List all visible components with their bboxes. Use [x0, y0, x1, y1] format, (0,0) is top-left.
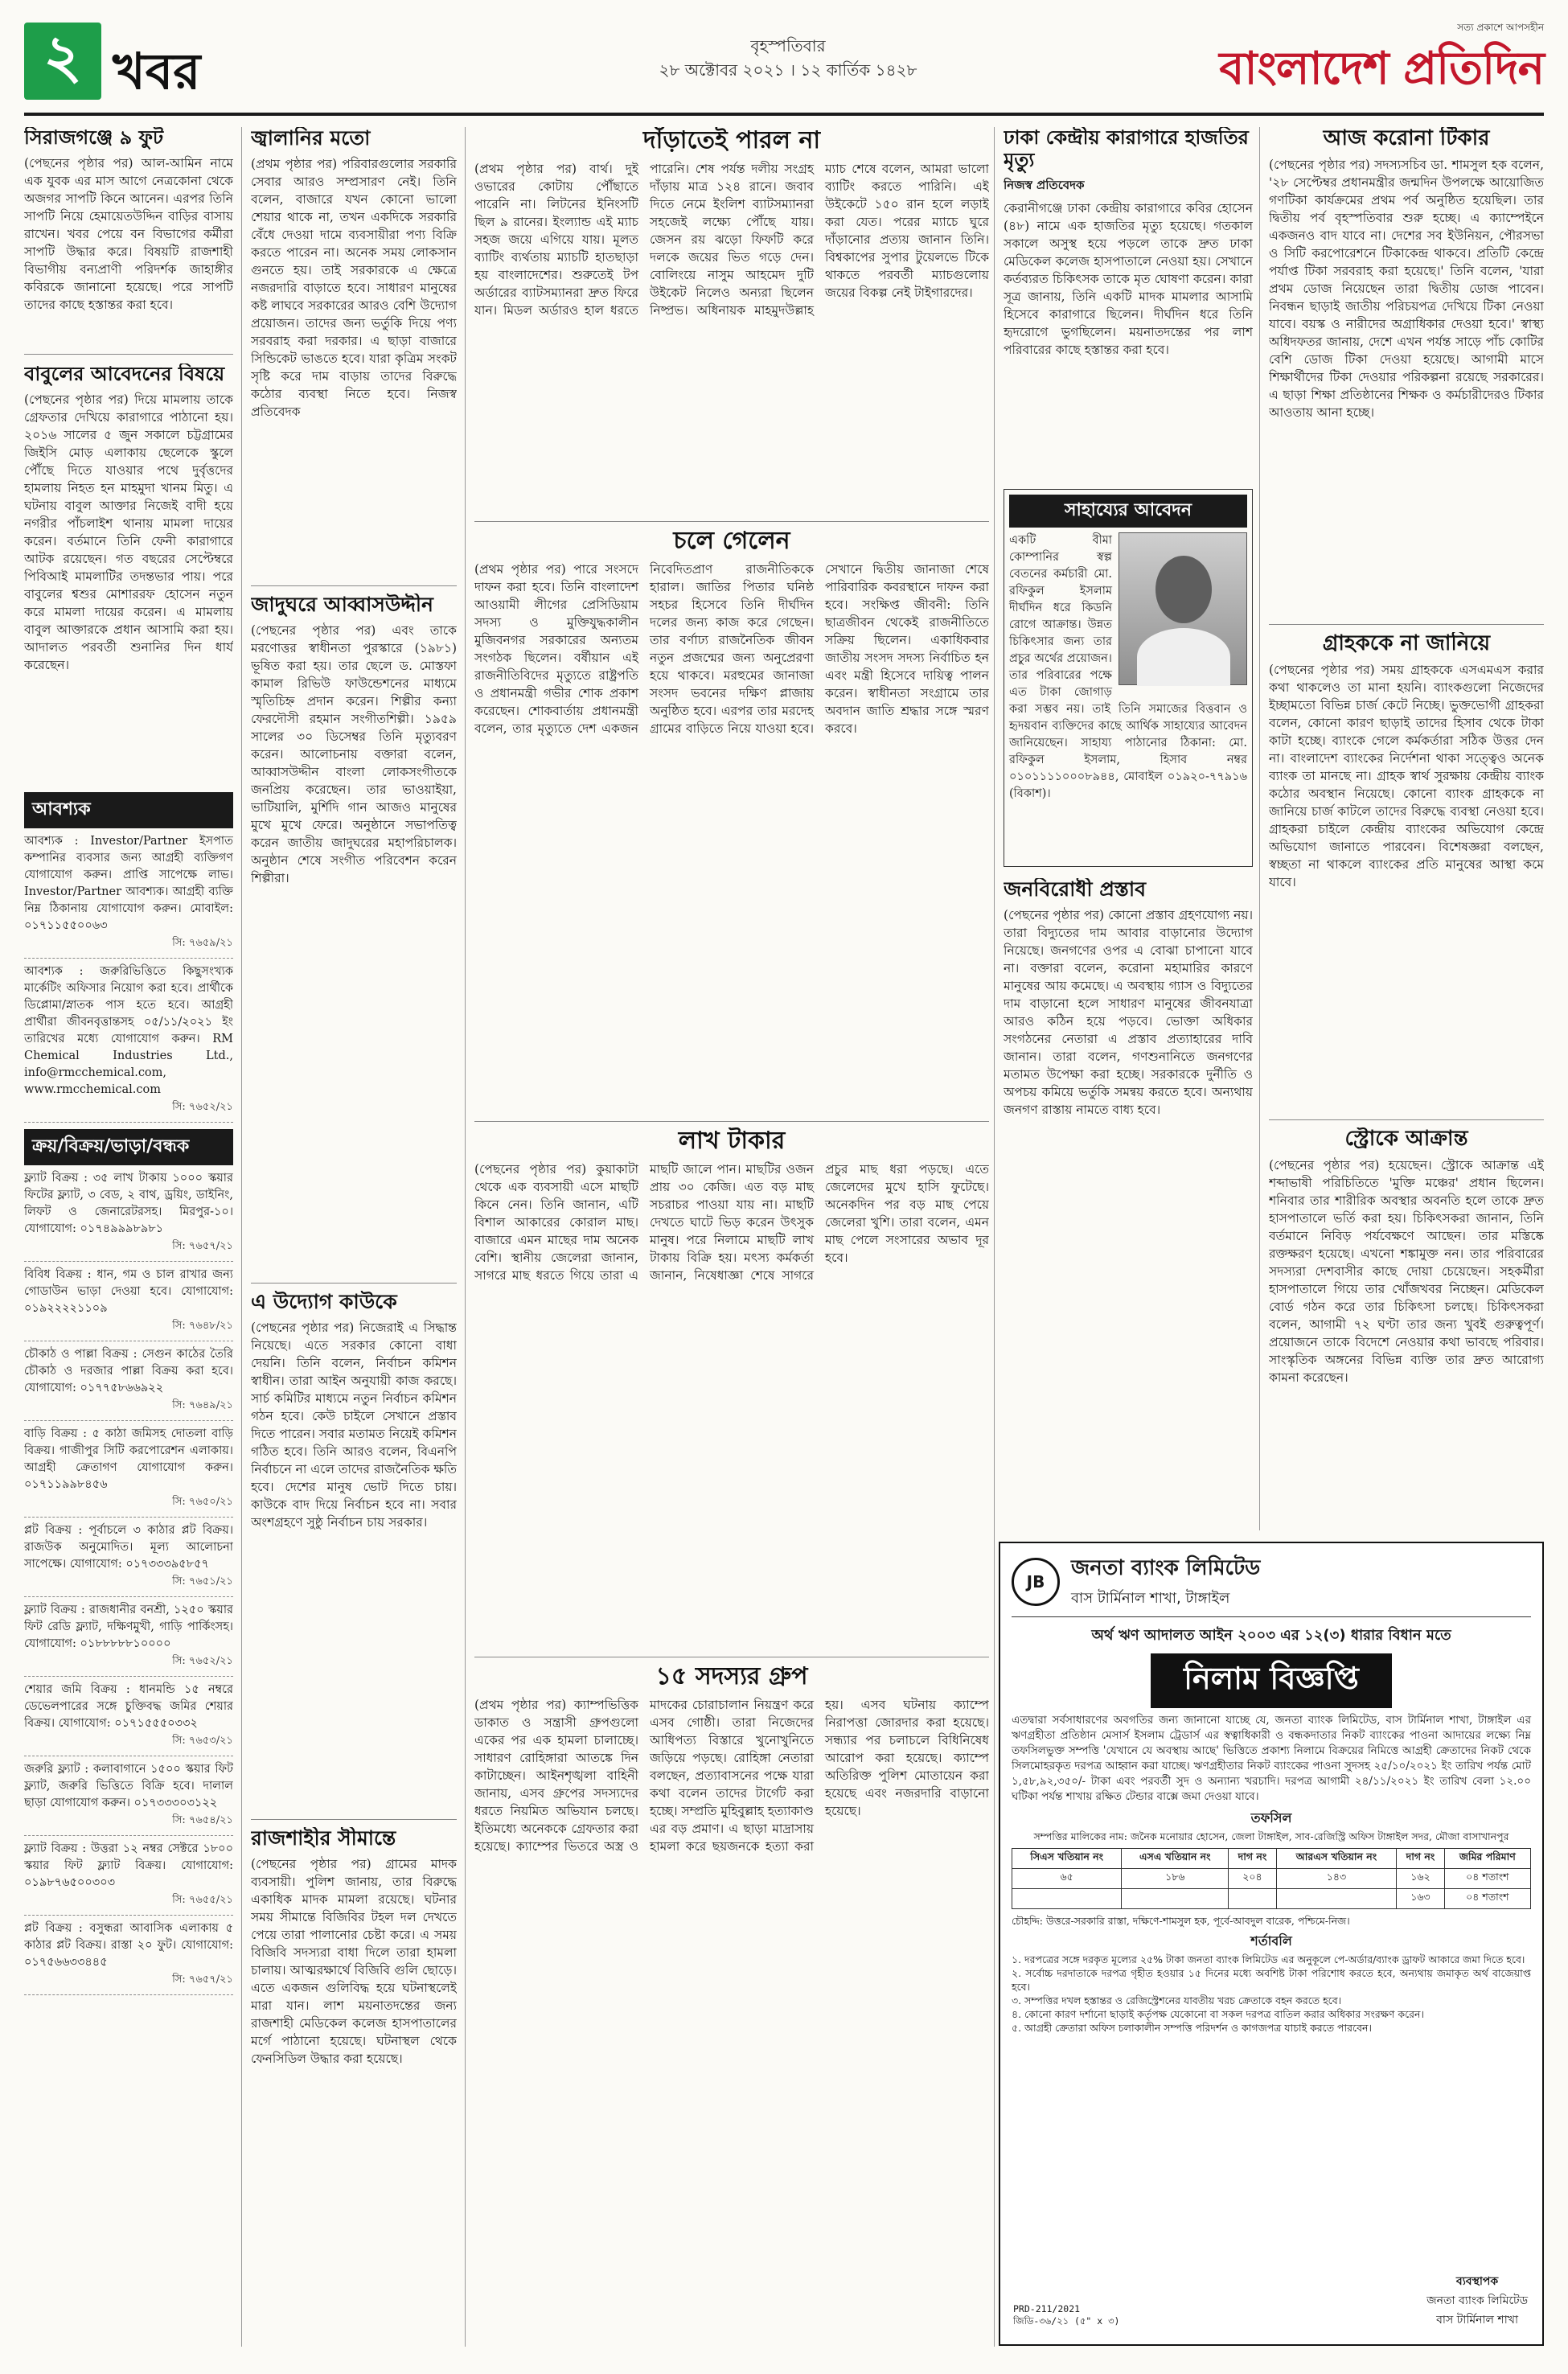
table-header: দাগ নং: [1397, 1849, 1444, 1869]
article-headline: সিরাজগঞ্জে ৯ ফুট: [24, 127, 164, 149]
divider: [474, 1121, 989, 1122]
article-body: (প্রথম পৃষ্ঠার পর) পরিবারগুলোর সরকারি সেবার আরও সম্প্রসারণ নেই। তিনি বলেন, বাজারে যখন কোনো ভালো শেয়ার থাকে না, তখন একদিকে সরকারি বেঁধে দেওয়া দামে ব্যবসায়ীরা পণ্য বিক্রি করতে পারেন না। অনেক সময় লোকসান গুনতে হয়। তাই সরকারকে এ ক্ষেত্রে নজরদারি বাড়াতে হবে। সাধারণ মানুষের কষ্ট লাঘবে সরকারের আরও বেশি উদ্যোগ প্রয়োজন। তাদের জন্য ভর্তুকি দিয়ে পণ্য সরবরাহ করা দরকার। এ ছাড়া বাজারে সিন্ডিকেট ভাঙতে হবে। যারা কৃত্রিম সংকট সৃষ্টি করে দাম বাড়ায় তাদের বিরুদ্ধে কঠোর ব্যবস্থা নিতে হবে। নিজস্ব প্রতিবেদক: [251, 156, 457, 419]
boundary-text: চৌহদ্দি: উত্তরে-সরকারি রাস্তা, দক্ষিণে-শামসুল হক, পূর্বে-আবদুল বারেক, পশ্চিমে-নিজ।: [1012, 1915, 1350, 1927]
bank-name-block: [1071, 1551, 1260, 1612]
classified-entry: [24, 1518, 233, 1597]
table-cell: [1229, 1889, 1276, 1909]
article-body: (পেছনের পৃষ্ঠার পর) গ্রামের মাদক ব্যবসায়ী। পুলিশ জানায়, তার বিরুদ্ধে একাধিক মাদক মামলা রয়েছে। ঘটনার সময় সীমান্তে বিজিবির টহল দল দেখতে পেয়ে তারা পালানোর চেষ্টা করে। এ সময় বিজিবি সদস্যরা বাধা দিলে তারা হামলা চালায়। আত্মরক্ষার্থে বিজিবি গুলি ছোড়ে। এতে একজন গুলিবিদ্ধ হয়ে ঘটনাস্থলেই মারা যান। লাশ ময়নাতদন্তের জন্য রাজশাহী মেডিকেল কলেজ হাসপাতালের মর্গে পাঠানো হয়েছে। ঘটনাস্থল থেকে ফেনসিডিল উদ্ধার করা হয়েছে।: [251, 1856, 457, 2066]
classified-band-sale: ক্রয়/বিক্রয়/ভাড়া/বন্ধক: [24, 1129, 233, 1165]
classified-text: ফ্ল্যাট বিক্রয় : রাজধানীর বনশ্রী, ১২৫০ স্কয়ার ফিট রেডি ফ্ল্যাট, দক্ষিণমুখী, গাড়ি পার্কিংসহ। যোগাযোগ: ০১৮৮৮৮৮১০০০০: [24, 1604, 233, 1650]
classified-ref: সি: ৭৬৫৫/২১: [172, 1894, 233, 1906]
schedule-title: তফসিল: [1250, 1810, 1292, 1826]
notice-title: নিলাম বিজ্ঞপ্তি: [1151, 1653, 1392, 1708]
classified-list-wanted: [24, 828, 233, 1123]
signatory-bank: জনতা ব্যাংক লিমিটেড: [1426, 2294, 1528, 2307]
article-corona: [1269, 127, 1544, 626]
classified-entry: [24, 1165, 233, 1262]
article-julanir: [251, 127, 457, 585]
term-item: ২. সর্বোচ্চ দরদাতাকে দরপত্র গৃহীত হওয়ার ১৫ দিনের মধ্যে অবশিষ্ট টাকা পরিশোধ করতে হবে, অন্যথায় জমাকৃত অর্থ বাজেয়াপ্ত হবে।: [1012, 1967, 1531, 1993]
date-label: ২৮ অক্টোবর ২০২১ । ১২ কার্তিক ১৪২৮: [659, 60, 917, 80]
table-header: দাগ নং: [1229, 1849, 1276, 1869]
schedule-subtitle: সম্পত্তির মালিকের নাম: জনৈক মনোয়ার হোসেন, জেলা টাঙ্গাইল, সাব-রেজিস্ট্রি অফিস টাঙ্গাইল সদর, মৌজা বাসাখানপুর: [1033, 1830, 1509, 1842]
signatory-branch: বাস টার্মিনাল শাখা: [1436, 2314, 1519, 2327]
article-headline: লাখ টাকার: [678, 1127, 786, 1155]
article-cholegelen: [474, 528, 989, 1123]
article-jadughar: [251, 594, 457, 1333]
classified-text: শেয়ার জমি বিক্রয় : ধানমন্ডি ১৫ নম্বরে ডেভেলপারের সঙ্গে চুক্তিবদ্ধ জমির শেয়ার বিক্রয়। যোগাযোগ: ০১৭১৫৫৫০৩৩২: [24, 1683, 233, 1730]
article-body: (পেছনের পৃষ্ঠার পর) হয়েছেন। স্ট্রোকে আক্রান্ত এই শব্দাভাষী পরিচিতিতে 'মুক্তি মঞ্চের' প্রধান ছিলেন। শনিবার তার শারীরিক অবস্থার অবনতি হলে তাকে দ্রুত হাসপাতালে ভর্তি করা হয়। চিকিৎসকরা জানান, তিনি বর্তমানে নিবিড় পর্যবেক্ষণে আছেন। তার মস্তিষ্কে রক্তক্ষরণ হয়েছে। এখনো শঙ্কামুক্ত নন। তার পরিবারের সদস্যরা দেশবাসীর কাছে দোয়া চেয়েছেন। সহকর্মীরা হাসপাতালে গিয়ে তার খোঁজখবর নিচ্ছেন। মেডিকেল বোর্ড গঠন করে তার চিকিৎসা চলছে। চিকিৎসকরা বলেন, আগামী ৭২ ঘণ্টা তার জন্য খুবই গুরুত্বপূর্ণ। প্রয়োজনে তাকে বিদেশে নেওয়ার কথা ভাবছে পরিবার। সাংস্কৃতিক অঙ্গনের বিভিন্ন ব্যক্তি তার দ্রুত আরোগ্য কামনা করেছেন।: [1269, 1157, 1544, 1385]
classified-ref: সি: ৭৬৫২/২১: [172, 1101, 233, 1113]
article-janabirodhi: [1004, 878, 1253, 1530]
day-label: বৃহস্পতিবার: [750, 36, 826, 55]
article-stroke: [1269, 1127, 1544, 1530]
article-body: (পেছনের পৃষ্ঠার পর) সময় গ্রাহককে এসএমএস করার কথা থাকলেও তা মানা হয়নি। ব্যাংকগুলো নিজেদের ইচ্ছামতো বিভিন্ন চার্জ কেটে নিচ্ছে। ভুক্তভোগী গ্রাহকরা বলেন, কোনো কারণ ছাড়াই তাদের হিসাব থেকে টাকা কাটা হচ্ছে। ব্যাংকে গেলে কর্মকর্তারা সঠিক উত্তর দেন না। বাংলাদেশ ব্যাংকের নির্দেশনা থাকা সত্ত্বেও অনেক ব্যাংক তা মানছে না। গ্রাহক স্বার্থ সুরক্ষায় কেন্দ্রীয় ব্যাংক কঠোর অবস্থান নিয়েছে। কোনো ব্যাংক গ্রাহককে না জানিয়ে চার্জ কাটলে তাদের বিরুদ্ধে ব্যবস্থা নেওয়া হবে। গ্রাহকরা চাইলে কেন্দ্রীয় ব্যাংকের অভিযোগ কেন্দ্রে অভিযোগ জানাতে পারবেন। বিশেষজ্ঞরা বলছেন, স্বচ্ছতা না থাকলে ব্যাংকের প্রতি মানুষের আস্থা কমে যাবে।: [1269, 662, 1544, 889]
classified-ref: সি: ৭৬৫০/২১: [172, 1496, 233, 1508]
masthead: [24, 16, 1544, 113]
appeal-box: [1004, 489, 1253, 867]
table-cell: ১৪৩: [1276, 1869, 1397, 1889]
logo-text: বাংলাদেশ প্রতিদিন: [1219, 43, 1544, 95]
classified-ref: সি: ৭৬৪৯/২১: [172, 1399, 233, 1411]
table-cell: [1276, 1889, 1397, 1909]
classified-ref: সি: ৭৬৫৪/২১: [172, 1814, 233, 1826]
article-headline: জাদুঘরে আব্বাসউদ্দীন: [251, 594, 433, 616]
column-divider: [465, 127, 466, 2347]
person-photo: [1119, 532, 1247, 685]
article-body: (পেছনের পৃষ্ঠার পর) কুয়াকাটা থেকে এক ব্যবসায়ী এসে মাছটি কিনে নেন। তিনি জানান, এটি বিশাল আকারের কোরাল মাছ। বাজারে এমন মাছের দাম অনেক বেশি। স্থানীয় জেলেরা জানান, সাগরে মাছ ধরতে গিয়ে তারা এ মাছটি জালে পান। মাছটির ওজন প্রায় ৩০ কেজি। এত বড় মাছ সচরাচর পাওয়া যায় না। মাছটি দেখতে ঘাটে ভিড় করেন উৎসুক মানুষ। পরে নিলামে মাছটি লাখ টাকায় বিক্রি হয়। মৎস্য কর্মকর্তা জানান, নিষেধাজ্ঞা শেষে সাগরে প্রচুর মাছ ধরা পড়ছে। এতে জেলেদের মুখে হাসি ফুটেছে। অনেকদিন পর বড় মাছ পেয়ে জেলেরা খুশি। তারা বলেন, এমন মাছ পেলে সংসারের অভাব দূর হবে।: [474, 1161, 989, 1283]
divider: [1269, 624, 1544, 625]
article-headline: দাঁড়াতেই পারল না: [642, 127, 821, 154]
article-headline: জ্বালানির মতো: [251, 127, 371, 150]
table-row: [1012, 1869, 1531, 1889]
article-grahak: [1269, 632, 1544, 1131]
logo-tagline: সত্য প্রকাশে আপসহীন: [1457, 22, 1544, 33]
appeal-title: সাহায্যের আবেদন: [1009, 495, 1247, 528]
article-body: (পেছনের পৃষ্ঠার পর) আল-আমিন নামে এক যুবক এর মাস আগে নেত্রকোনা থেকে অজগর সাপটি কিনে আনেন। এরপর তিনি সাপটি নিয়ে হেমায়েতউদ্দিন বাড়ির বাসায় রাখেন। খবর পেয়ে বন বিভাগের কর্মীরা সাপটি উদ্ধার করে। বিষয়টি রাজশাহী বিভাগীয় বন্যপ্রাণী পরিদর্শক জাহাঙ্গীর কবিরকে জানানো হয়েছে। পরে সাপটি তাদের কাছে হস্তান্তর করা হবে।: [24, 155, 233, 312]
classified-entry: [24, 1916, 233, 1995]
classified-entry: [24, 1421, 233, 1518]
classified-entry: [24, 959, 233, 1123]
signatory-title: ব্যবস্থাপক: [1455, 2275, 1499, 2288]
classifieds: [24, 792, 233, 2344]
divider: [251, 1283, 457, 1284]
notice-reference: [1013, 2303, 1119, 2330]
classified-ref: সি: ৭৬৫৭/২১: [172, 1240, 233, 1252]
notice-ref-code: PRD-211/2021: [1013, 2303, 1081, 2314]
table-row: [1012, 1889, 1531, 1909]
table-cell: ০৪ শতাংশ: [1444, 1889, 1530, 1909]
term-item: ১. দরপত্রের সঙ্গে দরকৃত মূল্যের ২৫% টাকা জনতা ব্যাংক লিমিটেড এর অনুকূলে পে-অর্ডার/ব্যাংক ড্রাফট আকারে জমা দিতে হবে।: [1012, 1953, 1525, 1965]
classified-entry: [24, 1262, 233, 1341]
table-cell: ১৬২: [1397, 1869, 1444, 1889]
classified-entry: [24, 1836, 233, 1916]
article-headline: রাজশাহীর সীমান্তে: [251, 1827, 396, 1850]
notice-signature: [1426, 2272, 1528, 2330]
classified-text: আবশ্যক : জরুরিভিত্তিতে কিছুসংখ্যক মার্কেটিং অফিসার নিয়োগ করা হবে। প্রার্থীকে ডিপ্লোমা/স্নাতক পাস হতে হবে। আগ্রহী প্রার্থীরা জীবনবৃত্তান্তসহ ০৫/১১/২০২১ ইং তারিখের মধ্যে যোগাযোগ করুন। RM Chemical Industries Ltd., info@rmcchemical.com, www.rmcchemical.com: [24, 965, 233, 1096]
schedule-table: [1012, 1848, 1531, 1909]
table-cell: ১৬৩: [1397, 1889, 1444, 1909]
bank-branch: বাস টার্মিনাল শাখা, টাঙ্গাইল: [1071, 1590, 1230, 1607]
table-cell: ১৮৬: [1122, 1869, 1229, 1889]
masthead-divider: [24, 113, 1544, 116]
classified-ref: সি: ৭৬৫৭/২১: [172, 1974, 233, 1986]
classified-text: বাড়ি বিক্রয় : ৫ কাঠা জমিসহ দোতলা বাড়ি বিক্রয়। গাজীপুর সিটি করপোরেশন এলাকায়। আগ্রহী ক্রেতাগণ যোগাযোগ করুন। ০১৭১১৯৯৮৪৫৬: [24, 1427, 233, 1491]
article-headline: এ উদ্যোগ কাউকে: [251, 1291, 397, 1313]
term-item: ৪. কোনো কারণ দর্শানো ছাড়াই কর্তৃপক্ষ যেকোনো বা সকল দরপত্র বাতিল করার অধিকার সংরক্ষণ করেন।: [1012, 2008, 1424, 2020]
classified-ref: সি: ৭৬৫৯/২১: [172, 937, 233, 949]
article-headline: ঢাকা কেন্দ্রীয় কারাগারে হাজতির মৃত্যু: [1004, 127, 1249, 171]
notice-body: এতদ্বারা সর্বসাধারণের অবগতির জন্য জানানো যাচ্ছে যে, জনতা ব্যাংক লিমিটেড, বাস টার্মিনাল শাখা, টাঙ্গাইল এর ঋণগ্রহীতা প্রতিষ্ঠান মেসার্স ইসলাম ট্রেডার্স এর স্বত্বাধিকারী ও বন্ধকদাতার নিকট ব্যাংকের পাওনা আদায়ের লক্ষ্যে নিম্ন তফসিলভুক্ত সম্পত্তি 'যেখানে যে অবস্থায় আছে' ভিত্তিতে প্রকাশ্য নিলামে বিক্রয়ের নিমিত্তে আগ্রহী ক্রেতাদের নিকট থেকে সিলমোহরকৃত দরপত্র আহ্বান করা যাচ্ছে। ঋণগ্রহীতার নিকট ব্যাংকের পাওনা সুদসহ ২৫/১০/২০২১ ইং তারিখ পর্যন্ত মোট ১,৫৮,৯২,৩৫০/- টাকা এবং পরবর্তী সুদ ও অন্যান্য খরচাদি। দরপত্র আগামী ২৪/১১/২০২১ ইং তারিখ বেলা ১২.০০ ঘটিকা পর্যন্ত শাখায় রক্ষিত টেন্ডার বাক্সে জমা দেওয়া যাবে।: [1012, 1714, 1531, 1803]
classified-entry: [24, 828, 233, 959]
classified-text: প্লট বিক্রয় : পূর্বাচলে ৩ কাঠার প্লট বিক্রয়। রাজউক অনুমোদিত। মূল্য আলোচনা সাপেক্ষে। যোগাযোগ: ০১৭৩৩৩৯৫৮৫৭: [24, 1524, 233, 1571]
article-headline: চলে গেলেন: [673, 528, 790, 555]
classified-band-wanted: আবশ্যক: [24, 792, 233, 828]
notice-law: অর্থ ঋণ আদালত আইন ২০০৩ এর ১২(৩) ধারার বিধান মতে: [1091, 1627, 1451, 1644]
dateline: [539, 34, 1037, 82]
table-cell: [1012, 1889, 1122, 1909]
term-item: ৫. আগ্রহী ক্রেতারা অফিস চলাকালীন সম্পত্তি পরিদর্শন ও কাগজপত্র যাচাই করতে পারবেন।: [1012, 2022, 1372, 2034]
table-cell: ৬৫: [1012, 1869, 1122, 1889]
column-divider: [994, 127, 995, 2347]
article-babul: [24, 363, 233, 782]
article-body: (প্রথম পৃষ্ঠার পর) পারে সংসদে দাফন করা হবে। তিনি বাংলাদেশ আওয়ামী লীগের প্রেসিডিয়াম সদস্য ও মুক্তিযুদ্ধকালীন মুজিবনগর সরকারের অন্যতম সংগঠক ছিলেন। বর্ষীয়ান এই রাজনীতিবিদের মৃত্যুতে রাষ্ট্রপতি ও প্রধানমন্ত্রী গভীর শোক প্রকাশ করেছেন। শোকবার্তায় প্রধানমন্ত্রী বলেন, তার মৃত্যুতে দেশ একজন নিবেদিতপ্রাণ রাজনীতিককে হারাল। জাতির পিতার ঘনিষ্ঠ সহচর হিসেবে তিনি দীর্ঘদিন দলের জন্য কাজ করে গেছেন। তার বর্ণাঢ্য রাজনৈতিক জীবন নতুন প্রজন্মের জন্য অনুপ্রেরণা হয়ে থাকবে। মরহুমের জানাজা সংসদ ভবনের দক্ষিণ প্লাজায় অনুষ্ঠিত হবে। এরপর তার মরদেহ গ্রামের বাড়িতে নিয়ে যাওয়া হবে। সেখানে দ্বিতীয় জানাজা শেষে পারিবারিক কবরস্থানে দাফন করা হবে। সংক্ষিপ্ত জীবনী: তিনি ছাত্রজীবন থেকেই রাজনীতিতে সক্রিয় ছিলেন। একাধিকবার জাতীয় সংসদ সদস্য নির্বাচিত হন এবং মন্ত্রী হিসেবে দায়িত্ব পালন করেন। স্বাধীনতা সংগ্রামে তার অবদান জাতি শ্রদ্ধার সঙ্গে স্মরণ করবে।: [474, 561, 989, 736]
article-headline: আজ করোনা টিকার: [1323, 127, 1490, 150]
classified-text: চৌকাঠ ও পাল্লা বিক্রয় : সেগুন কাঠের তৈরি চৌকাঠ ও দরজার পাল্লা বিক্রয় করা হবে। যোগাযোগ: ০১৭৭৫৮৬৬৯২২: [24, 1348, 233, 1394]
bank-name: জনতা ব্যাংক লিমিটেড: [1071, 1556, 1261, 1580]
article-headline: গ্রাহককে না জানিয়ে: [1322, 632, 1491, 655]
article-headline: বাবুলের আবেদনের বিষয়ে: [24, 363, 225, 385]
classified-entry: [24, 1341, 233, 1421]
column-divider: [1259, 127, 1260, 1530]
bank-logo-icon: JB: [1012, 1558, 1060, 1606]
article-headline: স্ট্রোকে আক্রান্ত: [1344, 1127, 1468, 1151]
article-body: কেরানীগঞ্জে ঢাকা কেন্দ্রীয় কারাগারে কবির হোসেন (৪৮) নামে এক হাজতির মৃত্যু হয়েছে। গতকাল সকালে অসুস্থ হয়ে পড়লে তাকে দ্রুত ঢাকা মেডিকেল কলেজ হাসপাতালে নেওয়া হয়। সেখানে কর্তব্যরত চিকিৎসক তাকে মৃত ঘোষণা করেন। কারা সূত্র জানায়, তিনি একটি মাদক মামলার আসামি হিসেবে কারাগারে ছিলেন। দীর্ঘদিন ধরে তিনি হৃদরোগে ভুগছিলেন। ময়নাতদন্তের পর লাশ পরিবারের কাছে হস্তান্তর করা হবে।: [1004, 201, 1253, 358]
divider: [251, 585, 457, 586]
classified-entry: [24, 1756, 233, 1836]
classified-text: ফ্ল্যাট বিক্রয় : উত্তরা ১২ নম্বর সেক্টরে ১৮০০ স্কয়ার ফিট ফ্ল্যাট বিক্রয়। যোগাযোগ: ০১৯৮৭৬৫০০৩০৩: [24, 1842, 233, 1889]
article-body: (পেছনের পৃষ্ঠার পর) দিয়ে মামলায় তাকে গ্রেফতার দেখিয়ে কারাগারে পাঠানো হয়। ২০১৬ সালের ৫ জুন সকালে চট্টগ্রামের জিইসি মোড় এলাকায় ছেলেকে স্কুলে পৌঁছে দিতে যাওয়ার পথে দুর্বৃত্তদের হামলায় নিহত হন মাহমুদা খানম মিতু। এ ঘটনায় বাবুল আক্তার নিজেই বাদী হয়ে নগরীর পাঁচলাইশ থানায় মামলা দায়ের করেন। বর্তমানে তিনি ফেনী কারাগারে আটক রয়েছেন। গত বছরের সেপ্টেম্বরে পিবিআই মামলাটির তদন্তভার পায়। পরে বাবুলের শ্বশুর মোশাররফ হোসেন নতুন করে মামলা দায়ের করেন। এ মামলায় বাবুল আক্তারকে প্রধান আসামি করা হয়। আদালত পরবর্তী শুনানির দিন ধার্য করেছেন।: [24, 392, 233, 672]
section-title: খবর: [113, 42, 201, 101]
article-darate: [474, 127, 989, 577]
auction-notice: [999, 1542, 1544, 2346]
article-body: (পেছনের পৃষ্ঠার পর) সদস্যসচিব ডা. শামসুল হক বলেন, '২৮ সেপ্টেম্বর প্রধানমন্ত্রীর জন্মদিন উপলক্ষে আয়োজিত গণটিকা কার্যক্রমের প্রথম পর্ব অনুষ্ঠিত হয়েছিল। তার দ্বিতীয় পর্ব বৃহস্পতিবার শুরু হচ্ছে। এ ক্যাম্পেইনে একজনও বাদ যাবে না। দেশের সব ইউনিয়ন, পৌরসভা ও সিটি করপোরেশনে টিকাকেন্দ্র থাকবে। প্রতিটি কেন্দ্রে পর্যাপ্ত টিকা সরবরাহ করা হয়েছে।' তিনি বলেন, 'যারা প্রথম ডোজ নিয়েছেন তারা দ্বিতীয় ডোজ পাবেন। নিবন্ধন ছাড়াই জাতীয় পরিচয়পত্র দেখিয়ে টিকা নেওয়া যাবে। বয়স্ক ও নারীদের অগ্রাধিকার দেওয়া হবে।' স্বাস্থ্য অধিদফতর জানায়, দেশে এখন পর্যন্ত সাড়ে পাঁচ কোটির বেশি ডোজ টিকা দেওয়া হয়েছে। আগামী মাসে শিক্ষার্থীদের টিকা দেওয়ার পরিকল্পনা রয়েছে সরকারের। এ ছাড়া শিক্ষা প্রতিষ্ঠানের শিক্ষক ও কর্মচারীদেরও টিকার আওতায় আনা হচ্ছে।: [1269, 157, 1544, 420]
notice-ref-gd: জিডি-৩৬/২১ (৫" x ৩): [1013, 2315, 1120, 2327]
classified-text: বিবিধ বিক্রয় : ধান, গম ও চাল রাখার জন্য গোডাউন ভাড়া দেওয়া হবে। যোগাযোগ: ০১৯২২২২১১০৯: [24, 1268, 233, 1315]
article-lakh: [474, 1127, 989, 1674]
article-body: (পেছনের পৃষ্ঠার পর) নিজেরাই এ সিদ্ধান্ত নিয়েছে। এতে সরকার কোনো বাধা দেয়নি। তিনি বলেন, নির্বাচন কমিশন স্বাধীন। তারা আইন অনুযায়ী কাজ করছে। সার্চ কমিটির মাধ্যমে নতুন নির্বাচন কমিশন গঠন হবে। কেউ চাইলে সেখানে প্রস্তাব দিতে পারেন। সবার মতামত নিয়েই কমিশন গঠিত হবে। তিনি আরও বলেন, বিএনপি নির্বাচনে না এলে তাদের রাজনৈতিক ক্ষতি হবে। দেশের মানুষ ভোট দিতে চায়। কাউকে বাদ দিয়ে নির্বাচন হবে না। সবার অংশগ্রহণে সুষ্ঠু নির্বাচন চায় সরকার।: [251, 1320, 457, 1530]
article-body: (পেছনের পৃষ্ঠার পর) কোনো প্রস্তাব গ্রহণযোগ্য নয়। তারা বিদ্যুতের দাম আবার বাড়ানোর উদ্যোগ নিয়েছে। জনগণের ওপর এ বোঝা চাপানো যাবে না। বক্তারা বলেন, করোনা মহামারির কারণে মানুষের আয় কমেছে। এ অবস্থায় গ্যাস ও বিদ্যুতের দাম বাড়ানো হলে সাধারণ মানুষের জীবনযাত্রা আরও কঠিন হয়ে পড়বে। ভোক্তা অধিকার সংগঠনের নেতারা এ প্রস্তাব প্রত্যাহারের দাবি জানান। তারা বলেন, গণশুনানিতে জনগণের মতামত উপেক্ষা করা হচ্ছে। সরকারকে দুর্নীতি ও অপচয় কমিয়ে ভর্তুকি সমন্বয় করতে হবে। অন্যথায় জনগণ রাস্তায় নামতে বাধ্য হবে।: [1004, 907, 1253, 1117]
table-header: এসএ খতিয়ান নং: [1122, 1849, 1229, 1869]
column-divider: [241, 127, 242, 2347]
article-headline: ১৫ সদস্যর গ্রুপ: [655, 1663, 808, 1690]
divider: [24, 354, 233, 355]
table-header-row: [1012, 1849, 1531, 1869]
table-header: আরএস খতিয়ান নং: [1276, 1849, 1397, 1869]
article-headline: জনবিরোধী প্রস্তাব: [1004, 878, 1147, 901]
table-header: সিএস খতিয়ান নং: [1012, 1849, 1122, 1869]
article-body: (প্রথম পৃষ্ঠার পর) বার্থ। দুই ওভারের কোটায় পৌঁছাতে পারেনি না। লিটনের ইনিংসটি ছিল ৯ রানের। ইংল্যান্ড এই ম্যাচ সহজ জয়ে এগিয়ে যায়। মূলত ব্যাটিং ব্যর্থতায় ম্যাচটি হাতছাড়া হয় বাংলাদেশের। শুরুতেই টপ অর্ডারের ব্যাটসম্যানরা দ্রুত ফিরে যান। মিডল অর্ডারও হাল ধরতে পারেনি। শেষ পর্যন্ত দলীয় সংগ্রহ দাঁড়ায় মাত্র ১২৪ রানে। জবাব দিতে নেমে ইংলিশ ব্যাটসম্যানরা সহজেই লক্ষ্যে পৌঁছে যায়। জেসন রয় ঝড়ো ফিফটি করে দলকে জয়ের ভিত গড়ে দেন। বোলিংয়ে নাসুম আহমেদ দুটি উইকেট নিলেও অন্যরা ছিলেন নিষ্প্রভ। অধিনায়ক মাহমুদউল্লাহ ম্যাচ শেষে বলেন, আমরা ভালো ব্যাটিং করতে পারিনি। এই উইকেটে ১৫০ রান হলে লড়াই করা যেত। পরের ম্যাচে ঘুরে দাঁড়ানোর প্রত্যয় জানান তিনি। বিশ্বকাপের সুপার টুয়েলভে টিকে থাকতে পরবর্তী ম্যাচগুলোয় জয়ের বিকল্প নেই টাইগারদের।: [474, 161, 989, 318]
divider: [251, 1819, 457, 1820]
term-item: ৩. সম্পত্তির দখল হস্তান্তর ও রেজিস্ট্রেশনের যাবতীয় খরচ ক্রেতাকে বহন করতে হবে।: [1012, 1994, 1342, 2006]
newspaper-logo: [1190, 21, 1544, 105]
table-header: জমির পরিমাণ: [1444, 1849, 1530, 1869]
divider: [1269, 1119, 1544, 1120]
page-number: ২: [24, 23, 101, 100]
classified-ref: সি: ৭৬৫৩/২১: [172, 1735, 233, 1747]
notice-header: [1012, 1551, 1531, 1617]
article-udyog: [251, 1291, 457, 1822]
classified-entry: [24, 1677, 233, 1756]
classified-ref: সি: ৭৬৪৮/২১: [172, 1320, 233, 1332]
classified-text: আবশ্যক : Investor/Partner ইসপাত কম্পানির ব্যবসার জন্য আগ্রহী ব্যক্তিগণ যোগাযোগ করুন। প্রাপ্তি সাপেক্ষে লাভ। Investor/Partner আবশ্যক। আগ্রহী ব্যক্তি নিম্ন ঠিকানায় যোগাযোগ করুন। মোবাইল: ০১৭১১৫৫০০৬৩: [24, 835, 233, 932]
classified-ref: সি: ৭৬৫২/২১: [172, 1655, 233, 1667]
article-byline: নিজস্ব প্রতিবেদক: [1004, 178, 1085, 193]
table-cell: [1122, 1889, 1229, 1909]
divider: [474, 521, 989, 522]
terms-title: শর্তাবলি: [1250, 1933, 1292, 1949]
table-cell: ২০৪: [1229, 1869, 1276, 1889]
classified-text: জরুরি ফ্ল্যাট : কলাবাগানে ১৫০০ স্কয়ার ফিট ফ্ল্যাট, জরুরি ভিত্তিতে বিক্রি হবে। দালাল ছাড়া যোগাযোগ করুন। ০১৭৩৩৩০৩১২২: [24, 1763, 233, 1809]
classified-text: প্লট বিক্রয় : বসুন্ধরা আবাসিক এলাকায় ৫ কাঠার প্লট বিক্রয়। রাস্তা ২০ ফুট। যোগাযোগ: ০১৭৫৬৬৩৩৪৪৫: [24, 1922, 233, 1969]
classified-list-sale: [24, 1165, 233, 1995]
article-group15: [474, 1663, 989, 2347]
article-body: (পেছনের পৃষ্ঠার পর) এবং তাকে মরণোত্তর স্বাধীনতা পুরস্কারে (১৯৮১) ভূষিত করা হয়। তার ছেলে ড. মোস্তফা কামাল রিভিউ ফাউন্ডেশনের মাধ্যমে স্মৃতিচিহ্ন প্রদান করেন। শিল্পীর কন্যা ফেরদৌসী রহমান সংগীতশিল্পী। ১৯৫৯ সালের ৩০ ডিসেম্বর তিনি মৃত্যুবরণ করেন। আলোচনায় বক্তারা বলেন, আব্বাসউদ্দীন বাংলা লোকসংগীতকে জনপ্রিয় করেছেন। তার ভাওয়াইয়া, ভাটিয়ালি, মুর্শিদি গান আজও মানুষের মুখে মুখে ফেরে। অনুষ্ঠানে সভাপতিত্ব করেন জাতীয় জাদুঘরের মহাপরিচালক। অনুষ্ঠান শেষে সংগীত পরিবেশন করেন শিল্পীরা।: [251, 622, 457, 885]
classified-ref: সি: ৭৬৫১/২১: [172, 1575, 233, 1587]
terms-list: [1012, 1953, 1531, 2035]
classified-entry: [24, 1597, 233, 1677]
article-rajshahi: [251, 1827, 457, 2342]
table-cell: ০৪ শতাংশ: [1444, 1869, 1530, 1889]
appeal-body: একটি বীমা কোম্পানির স্বল্প বেতনের কর্মচারী মো. রফিকুল ইসলাম দীর্ঘদিন ধরে কিডনি রোগে আক্রান্ত। উন্নত চিকিৎসার জন্য তার প্রচুর অর্থের প্রয়োজন। তার পরিবারের পক্ষে এত টাকা জোগাড় করা সম্ভব নয়। তাই তিনি সমাজের বিত্তবান ও হৃদয়বান ব্যক্তিদের কাছে আর্থিক সাহায্যের আবেদন জানিয়েছেন। সাহায্য পাঠানোর ঠিকানা: মো. রফিকুল ইসলাম, হিসাব নম্বর ০১০১১১১০০০৮৯৪৪, মোবাইল ০১৯২০-৭৭৯১৬ (বিকাশ)।: [1009, 534, 1247, 800]
article-body: (প্রথম পৃষ্ঠার পর) ক্যাম্পভিত্তিক ডাকাত ও সন্ত্রাসী গ্রুপগুলো একের পর এক হামলা চালাচ্ছে। সাধারণ রোহিঙ্গারা আতঙ্কে দিন কাটাচ্ছেন। আইনশৃঙ্খলা বাহিনী জানায়, এসব গ্রুপের সদস্যদের ধরতে নিয়মিত অভিযান চলছে। ইতিমধ্যে অনেককে গ্রেফতার করা হয়েছে। ক্যাম্পের ভিতরে অস্ত্র ও মাদকের চোরাচালান নিয়ন্ত্রণ করে এসব গোষ্ঠী। তারা নিজেদের আধিপত্য বিস্তারে খুনোখুনিতে জড়িয়ে পড়ছে। রোহিঙ্গা নেতারা বলছেন, প্রত্যাবাসনের পক্ষে যারা কথা বলেন তাদের টার্গেট করা হচ্ছে। সম্প্রতি মুহিবুল্লাহ হত্যাকাণ্ড এর বড় প্রমাণ। এ ছাড়া মাদ্রাসায় হামলা করে ছয়জনকে হত্যা করা হয়। এসব ঘটনায় ক্যাম্পে নিরাপত্তা জোরদার করা হয়েছে। সন্ধ্যার পর চলাচলে বিধিনিষেধ আরোপ করা হয়েছে। ক্যাম্পে অতিরিক্ত পুলিশ মোতায়েন করা হয়েছে এবং নজরদারি বাড়ানো হয়েছে।: [474, 1697, 989, 1854]
classified-text: ফ্ল্যাট বিক্রয় : ৩৫ লাখ টাকায় ১০০০ স্কয়ার ফিটের ফ্ল্যাট, ৩ বেড, ২ বাথ, ড্রয়িং, ডাইনিং, লিফট ও জেনারেটরসহ। মিরপুর-১০। যোগাযোগ: ০১৭৪৯৯৯৮৯৮১: [24, 1172, 233, 1235]
